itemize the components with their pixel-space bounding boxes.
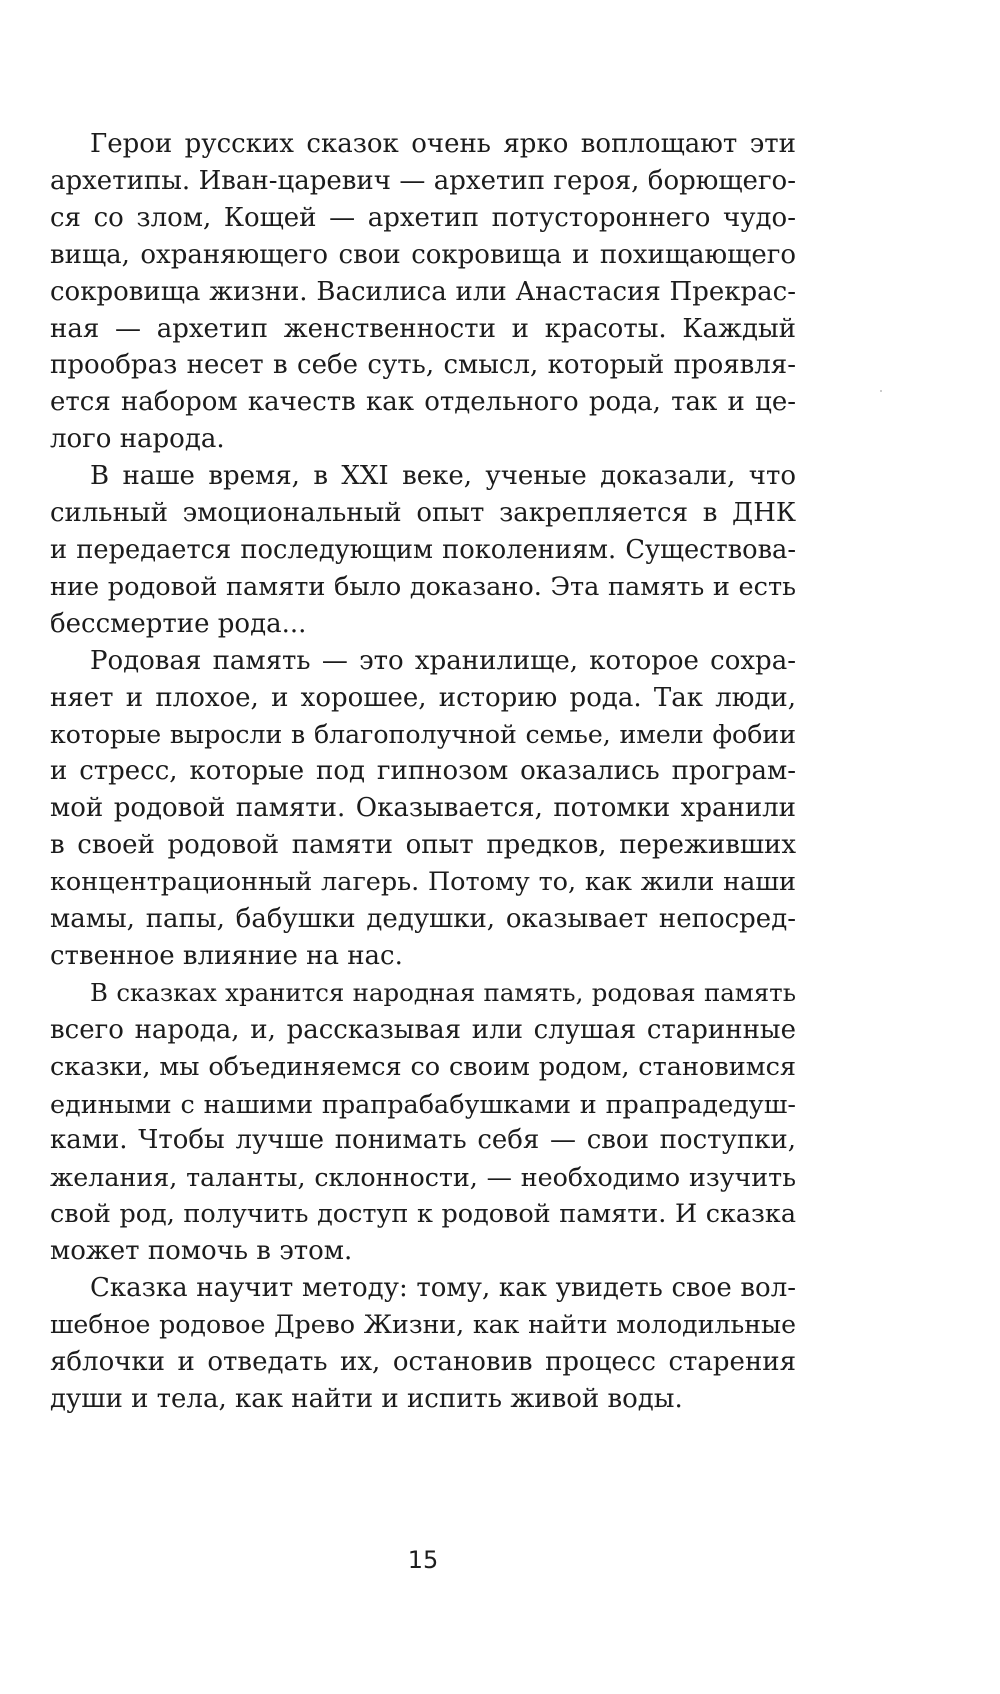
text-line: ется набором качеств как отдельного рода, так и це- (50, 387, 796, 418)
page-number: 15 (407, 1546, 439, 1574)
text-line: ками. Чтобы лучше понимать себя — свои поступки, (50, 1125, 796, 1156)
text-line: ся со злом, Кощей — архетип потустороннего чудо- (50, 202, 796, 233)
text-line: В наше время, в XXI веке, ученые доказали, что (90, 461, 796, 492)
text-line: лого народа. (50, 424, 225, 455)
text-line: может помочь в этом. (50, 1236, 353, 1267)
text-line: свой род, получить доступ к родовой памяти. И сказка (50, 1199, 796, 1230)
text-line: которые выросли в благополучной семье, имели фобии (50, 719, 796, 749)
text-line: сокровища жизни. Василиса или Анастасия Прекрас- (50, 276, 796, 307)
paragraph-fairy-tales (50, 975, 796, 1270)
text-line: в своей родовой памяти опыт предков, переживших (50, 830, 796, 861)
text-line: едиными с нашими прапрабабушками и прапрадедуш- (50, 1088, 796, 1119)
paper-speck (880, 390, 882, 392)
text-line: души и тела, как найти и испить живой воды. (50, 1383, 683, 1414)
text-line: ная — архетип женственности и красоты. Каждый (50, 313, 796, 344)
text-line: ние родовой памяти было доказано. Эта память и есть (50, 571, 796, 602)
body-text (50, 126, 796, 1418)
text-line: В сказках хранится народная память, родовая память (90, 977, 796, 1007)
text-line: и передается последующим поколениям. Существова- (50, 534, 796, 565)
text-line: няет и плохое, и хорошее, историю рода. Так люди, (50, 682, 796, 713)
paragraph-method (50, 1270, 796, 1418)
text-line: яблочки и отведать их, остановив процесс старения (50, 1346, 796, 1377)
text-line: прообраз несет в себе суть, смысл, который проявля- (50, 350, 796, 381)
text-line: ственное влияние на нас. (50, 940, 403, 971)
text-line: сильный эмоциональный опыт закрепляется в ДНК (50, 498, 796, 529)
text-line: архетипы. Иван-царевич — архетип героя, борющего- (50, 165, 796, 196)
text-line: бессмертие рода... (50, 608, 307, 639)
text-line: концентрационный лагерь. Потому то, как жили наши (50, 867, 796, 898)
paragraph-archetypes (50, 126, 796, 458)
text-line: шебное родовое Древо Жизни, как найти молодильные (50, 1310, 796, 1339)
paragraph-ancestral-memory (50, 643, 796, 975)
text-line: и стресс, которые под гипнозом оказались програм- (50, 756, 796, 787)
text-line: Сказка научит методу: тому, как увидеть свое вол- (90, 1273, 796, 1304)
text-line: желания, таланты, склонности, — необходимо изучить (50, 1162, 796, 1193)
paragraph-dna-memory (50, 458, 796, 643)
text-line: всего народа, и, рассказывая или слушая старинные (50, 1014, 796, 1045)
text-line: мой родовой памяти. Оказывается, потомки хранили (50, 793, 796, 824)
text-line: Герои русских сказок очень ярко воплощают эти (90, 129, 796, 159)
text-line: сказки, мы объединяемся со своим родом, становимся (50, 1051, 796, 1082)
text-line: мамы, папы, бабушки дедушки, оказывает непосред- (50, 904, 796, 935)
text-line: вища, охраняющего свои сокровища и похищающего (50, 239, 796, 270)
text-line: Родовая память — это хранилище, которое сохра- (90, 645, 796, 676)
